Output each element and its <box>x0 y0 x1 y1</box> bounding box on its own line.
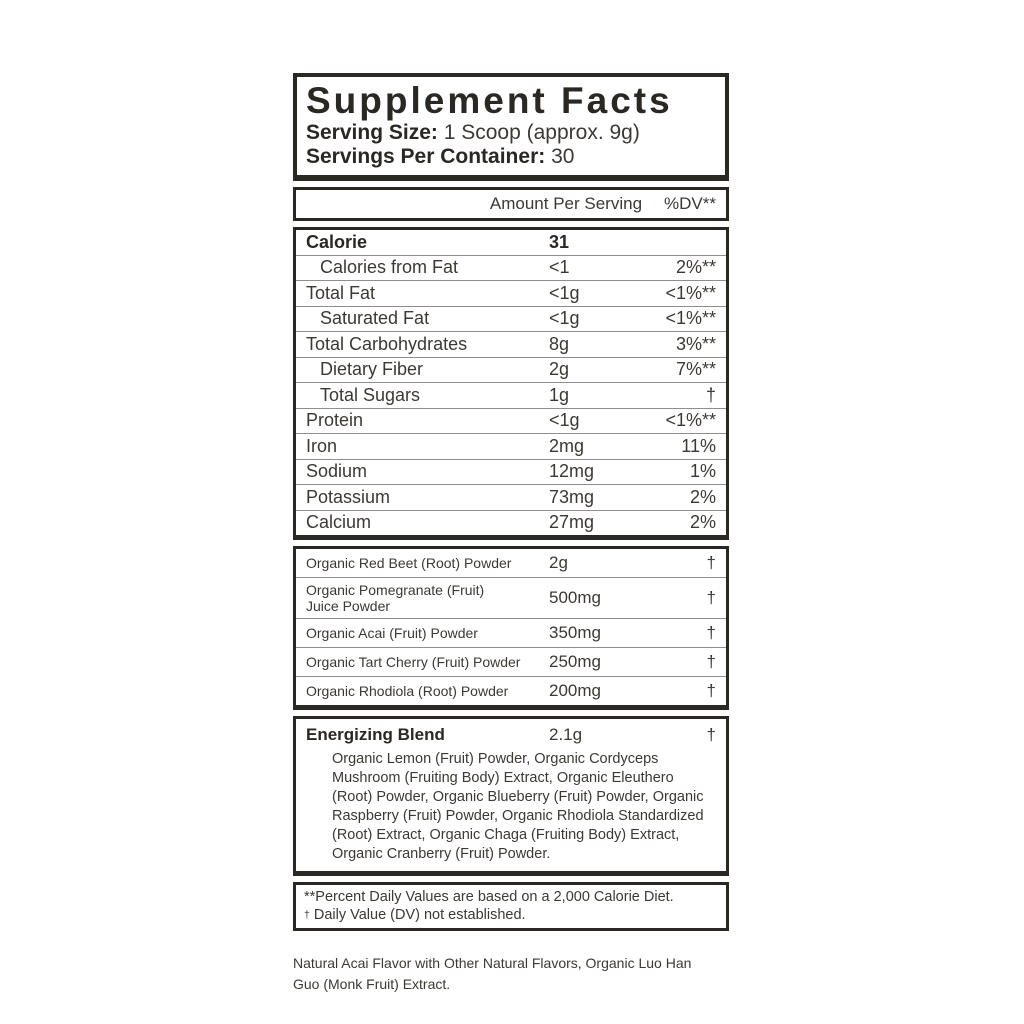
nutrient-row <box>296 230 726 255</box>
botanical-name: Organic Tart Cherry (Fruit) Powder <box>306 654 521 670</box>
nutrient-dv: † <box>705 384 716 405</box>
nutrient-dv: <1%** <box>665 410 716 430</box>
nutrient-dv: 2% <box>689 512 716 532</box>
nutrient-dv: <1%** <box>665 282 716 303</box>
nutrient-row <box>296 510 726 536</box>
serving-size-line <box>306 121 716 145</box>
blend-dv: † <box>706 725 716 744</box>
serving-size-label: Serving Size: <box>306 121 438 144</box>
nutrient-amount: 8g <box>549 333 570 354</box>
botanical-name: Organic Rhodiola (Root) Powder <box>306 683 509 699</box>
nutrient-dv: 3%** <box>675 333 716 354</box>
blend-amount: 2.1g <box>549 725 583 744</box>
botanical-row <box>296 647 726 676</box>
nutrient-dv: 7%** <box>675 359 716 379</box>
botanical-dv: † <box>706 553 716 572</box>
nutrient-name: Total Carbohydrates <box>306 333 468 354</box>
servings-per-container-label: Servings Per Container: <box>306 145 546 168</box>
servings-per-container-value: 30 <box>545 145 575 168</box>
servings-per-container-line <box>306 145 716 169</box>
footnote-daily-value-text: Daily Value (DV) not established. <box>309 907 526 923</box>
botanical-row <box>296 676 726 705</box>
nutrient-row <box>296 255 726 281</box>
botanicals-section <box>293 546 729 710</box>
nutrient-row <box>296 433 726 459</box>
blend-name: Energizing Blend <box>306 725 445 744</box>
nutrient-name: Saturated Fat <box>320 308 430 328</box>
botanical-dv: † <box>706 652 716 671</box>
nutrient-name: Calcium <box>306 512 372 532</box>
nutrient-name: Calories from Fat <box>320 257 459 277</box>
nutrient-name: Calorie <box>306 231 368 252</box>
nutrient-name: Protein <box>306 410 364 430</box>
botanical-dv: † <box>706 588 716 607</box>
header-section <box>293 73 729 181</box>
botanical-amount: 350mg <box>549 623 601 642</box>
nutrient-dv: 2%** <box>675 257 716 277</box>
nutrient-row <box>296 331 726 357</box>
nutrient-amount: 27mg <box>549 512 595 532</box>
nutrient-amount: 31 <box>549 231 570 252</box>
nutrient-dv: <1%** <box>665 308 716 328</box>
nutrient-amount: <1g <box>549 308 580 328</box>
nutrient-row <box>296 280 726 306</box>
nutrient-amount: <1 <box>549 257 570 277</box>
botanical-amount: 500mg <box>549 588 601 607</box>
nutrient-amount: <1g <box>549 282 580 303</box>
nutrient-amount: 73mg <box>549 486 595 507</box>
nutrient-amount: 2mg <box>549 435 585 456</box>
footnotes-section <box>293 882 729 931</box>
blend-row <box>296 723 726 747</box>
nutrient-amount: 12mg <box>549 461 595 481</box>
nutrient-row <box>296 357 726 383</box>
nutrient-row <box>296 484 726 510</box>
botanical-row <box>296 618 726 647</box>
footnote-percent-dv: **Percent Daily Values are based on a 2,000 Calorie Diet. <box>304 889 674 905</box>
botanical-row <box>296 577 726 618</box>
botanical-amount: 250mg <box>549 652 601 671</box>
percent-dv-header: %DV** <box>664 194 716 213</box>
botanical-row <box>296 549 726 577</box>
column-header-section <box>293 187 729 221</box>
nutrient-name: Iron <box>306 435 338 456</box>
botanical-dv: † <box>706 681 716 700</box>
nutrient-amount: <1g <box>549 410 580 430</box>
nutrient-row <box>296 382 726 408</box>
blend-section <box>293 716 729 876</box>
serving-size-value: 1 Scoop (approx. 9g) <box>437 121 640 144</box>
nutrient-name: Total Sugars <box>320 384 421 405</box>
botanical-name: Organic Acai (Fruit) Powder <box>306 625 478 641</box>
nutrient-name: Dietary Fiber <box>320 359 424 379</box>
nutrient-name: Total Fat <box>306 282 376 303</box>
nutrient-amount: 2g <box>549 359 570 379</box>
botanical-amount: 2g <box>549 553 568 572</box>
nutrient-dv: 2% <box>689 486 716 507</box>
blend-ingredients: Organic Lemon (Fruit) Powder, Organic Cordyceps Mushroom (Fruiting Body) Extract, Organic Eleuthero (Root) Powder, Organic Blueberry (Fruit) Powder, Organic Raspberry (Fruit) Powder, Organic Rhodiola Standardized (Root) Extract, Organic Chaga (Fruiting Body) Extract, Organic Cranberry (Fruit) Powder. <box>332 751 704 862</box>
footnote-daily-value <box>304 906 718 924</box>
nutrient-name: Sodium <box>306 461 368 481</box>
nutrient-row <box>296 306 726 332</box>
amount-per-serving-header: Amount Per Serving <box>489 194 643 213</box>
supplement-facts-label <box>293 73 729 995</box>
botanical-name: Organic Red Beet (Root) Powder <box>306 555 512 571</box>
nutrient-dv: 1% <box>689 461 716 481</box>
botanical-name: Organic Pomegranate (Fruit) Juice Powder <box>306 582 485 614</box>
botanical-amount: 200mg <box>549 681 601 700</box>
dagger-symbol: † <box>304 909 310 921</box>
botanical-dv: † <box>706 623 716 642</box>
label-title: Supplement Facts <box>306 80 673 121</box>
nutrients-section <box>293 227 729 540</box>
nutrient-row <box>296 459 726 485</box>
nutrient-name: Potassium <box>306 486 391 507</box>
nutrient-dv: 11% <box>681 435 716 456</box>
flavor-note: Natural Acai Flavor with Other Natural Flavors, Organic Luo Han Guo (Monk Fruit) Extract. <box>293 955 692 992</box>
nutrient-row <box>296 408 726 434</box>
nutrient-amount: 1g <box>549 384 570 405</box>
